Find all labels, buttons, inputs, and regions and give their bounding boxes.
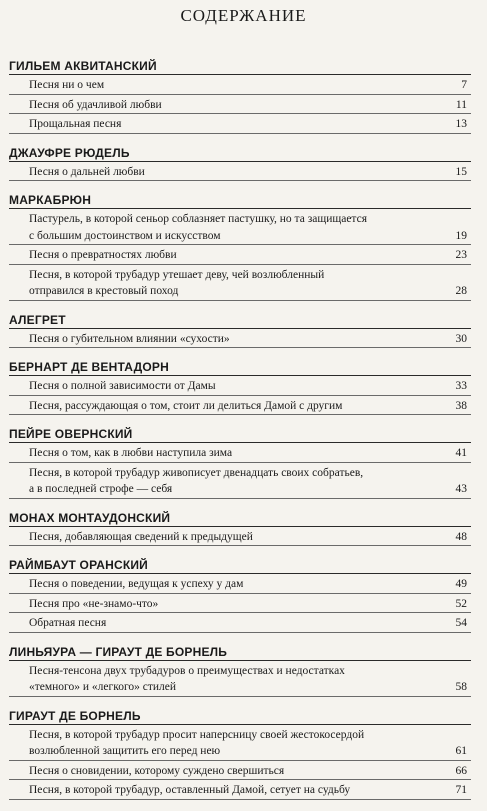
toc-entry[interactable] [9,763,471,781]
entry-title-line: Обратная песня [29,617,107,629]
page-number: 48 [455,530,467,543]
page-number: 66 [455,764,467,777]
entry-title-line: а в последней строфе — себя [29,483,173,495]
toc-entry[interactable] [9,615,471,633]
entry-title-line: отправился в крестовый поход [29,285,179,297]
toc-entry[interactable] [9,164,471,182]
toc-section [9,145,471,182]
toc-section [9,644,471,697]
entry-title-line: Песня, добавляющая сведений к предыдущей [29,530,253,543]
entry-title-line: Пастурель, в которой сеньор соблазняет пастушку, но та защищается [29,213,367,225]
entry-title-line: «темного» и «легкого» стилей [29,681,177,693]
toc-entry[interactable] [9,97,471,115]
toc-entry[interactable] [9,398,471,416]
entry-title-line: с большим достоинством и искусством [29,229,221,242]
page-title: СОДЕРЖАНИЕ [180,6,307,25]
toc-entry[interactable] [9,596,471,614]
page-number: 43 [455,483,467,495]
author-heading: АЛЕГРЕТ [9,312,471,329]
table-of-contents [9,58,471,811]
entry-title-line: Песня-тенсона двух трубадуров о преимуществах и недостатках [29,664,345,677]
author-heading: ДЖАУФРЕ РЮДЕЛЬ [9,145,471,162]
page-number: 7 [461,79,467,91]
author-heading: ПЕЙРЕ ОВЕРНСКИЙ [9,426,471,443]
author-heading: ГИРАУТ ДЕ БОРНЕЛЬ [9,708,471,725]
entry-title-line: Песня, в которой трубадур, оставленный Дамой, сетует на судьбу [29,784,351,796]
entry-title-line: Песня о том, как в любви наступила зима [29,447,233,459]
page-number: 41 [455,447,467,459]
entry-title-line: Песня о губительном влиянии «сухости» [29,332,230,345]
toc-section [9,359,471,415]
author-heading: РАЙМБАУТ ОРАНСКИЙ [9,557,471,574]
toc-entry[interactable] [9,529,471,547]
entry-title-line: Песня о полной зависимости от Дамы [29,380,216,392]
entry-title-line: Песня про «не-знамо-что» [29,597,159,610]
entry-title-line: Песня, в которой трубадур просит наперсницу своей жестокосердой [29,728,365,741]
toc-section [9,708,471,800]
page-number: 13 [455,118,467,130]
entry-title-line: Песня, в которой трубадур живописует двенадцать своих собратьев, [29,466,364,479]
toc-entry[interactable] [9,331,471,349]
page-number: 30 [455,332,467,345]
toc-section [9,510,471,547]
page-number: 23 [455,249,467,261]
page-number: 58 [455,681,467,693]
toc-section [9,426,471,499]
toc-entry[interactable] [9,782,471,800]
author-heading: МОНАХ МОНТАУДОНСКИЙ [9,510,471,527]
author-heading: МАРКАБРЮН [9,192,471,209]
toc-entry[interactable] [9,465,471,499]
entry-title-line: Прощальная песня [29,118,122,130]
toc-entry[interactable] [9,445,471,463]
page-number: 15 [455,165,467,178]
toc-entry[interactable] [9,727,471,761]
entry-title-line: Песня ни о чем [29,79,105,91]
toc-entry[interactable] [9,267,471,301]
toc-section [9,312,471,349]
page-number: 49 [455,578,467,590]
entry-title-line: Песня, в которой трубадур утешает деву, чей возлюбленный [29,268,325,281]
toc-section [9,58,471,134]
entry-title-line: Песня о дальней любви [29,165,145,178]
entry-title-line: Песня, рассуждающая о том, стоит ли делиться Дамой с другим [29,399,343,412]
author-heading: БЕРНАРТ ДЕ ВЕНТАДОРН [9,359,471,376]
page-number: 11 [455,98,467,111]
page-number: 52 [455,597,467,610]
entry-title-line: возлюбленной защитить его перед нею [29,745,221,757]
toc-entry[interactable] [9,378,471,396]
entry-title-line: Песня об удачливой любви [29,98,162,111]
toc-section [9,192,471,301]
author-heading: ЛИНЬЯУРА — ГИРАУТ ДЕ БОРНЕЛЬ [9,644,471,661]
toc-entry[interactable] [9,211,471,245]
toc-entry[interactable] [9,77,471,95]
page-number: 38 [455,399,467,412]
toc-section [9,557,471,633]
toc-entry[interactable] [9,116,471,134]
toc-entry[interactable] [9,663,471,697]
page-number: 54 [455,617,467,629]
entry-title-line: Песня о сновидении, которому суждено свершиться [29,764,285,777]
page-number: 61 [455,745,467,757]
page-number: 71 [455,784,467,796]
entry-title-line: Песня о превратностях любви [29,249,177,261]
page-number: 19 [455,229,467,242]
author-heading: ГИЛЬЕМ АКВИТАНСКИЙ [9,58,471,75]
page-number: 28 [455,285,467,297]
entry-title-line: Песня о поведении, ведущая к успеху у дам [29,578,244,590]
toc-entry[interactable] [9,576,471,594]
toc-entry[interactable] [9,247,471,265]
page-number: 33 [455,380,467,392]
